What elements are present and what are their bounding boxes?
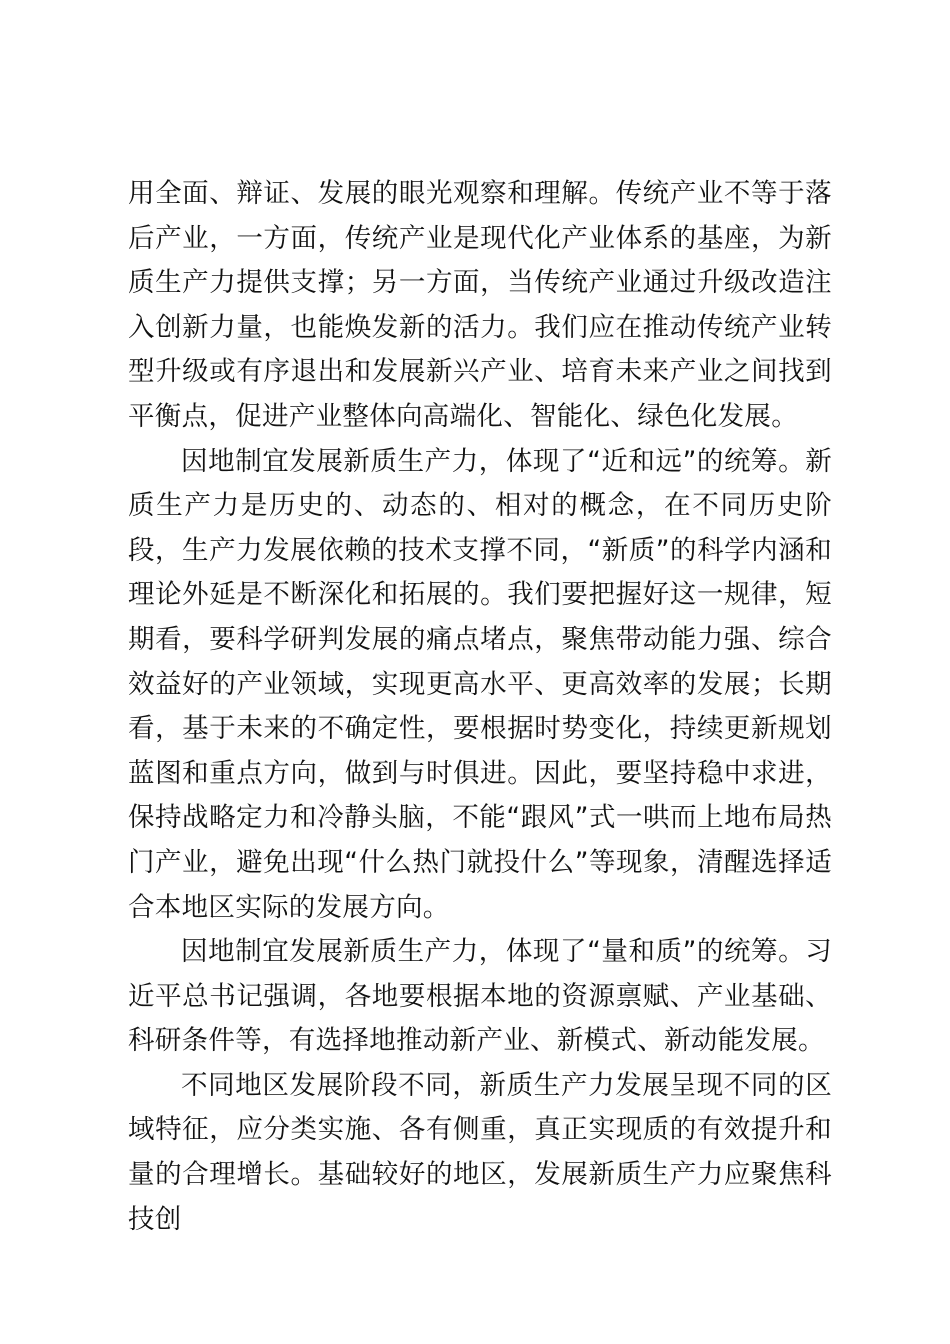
paragraph-1: 用全面、辩证、发展的眼光观察和理解。传统产业不等于落后产业，一方面，传统产业是现代化产业体系的基座，为新质生产力提供支撑；另一方面，当传统产业通过升级改造注入创新力量，也能焕发新的活力。我们应在推动传统产业转型升级或有序退出和发展新兴产业、培育未来产业之间找到平衡点，促进产业整体向高端化、智能化、绿色化发展。 — [128, 178, 832, 432]
paragraph-3: 因地制宜发展新质生产力，体现了“量和质”的统筹。习近平总书记强调，各地要根据本地的资源禀赋、产业基础、科研条件等，有选择地推动新产业、新模式、新动能发展。 — [128, 936, 832, 1057]
document-body — [128, 172, 832, 1242]
paragraph-4: 不同地区发展阶段不同，新质生产力发展呈现不同的区域特征，应分类实施、各有侧重，真正实现质的有效提升和量的合理增长。基础较好的地区，发展新质生产力应聚焦科技创 — [128, 1069, 832, 1235]
paragraph-2: 因地制宜发展新质生产力，体现了“近和远”的统筹。新质生产力是历史的、动态的、相对的概念，在不同历史阶段，生产力发展依赖的技术支撑不同，“新质”的科学内涵和理论外延是不断深化和拓展的。我们要把握好这一规律，短期看，要科学研判发展的痛点堵点，聚焦带动能力强、综合效益好的产业领域，实现更高水平、更高效率的发展；长期看，基于未来的不确定性，要根据时势变化，持续更新规划蓝图和重点方向，做到与时俱进。因此，要坚持稳中求进，保持战略定力和冷静头脑，不能“跟风”式一哄而上地布局热门产业，避免出现“什么热门就投什么”等现象，清醒选择适合本地区实际的发展方向。 — [128, 445, 832, 923]
